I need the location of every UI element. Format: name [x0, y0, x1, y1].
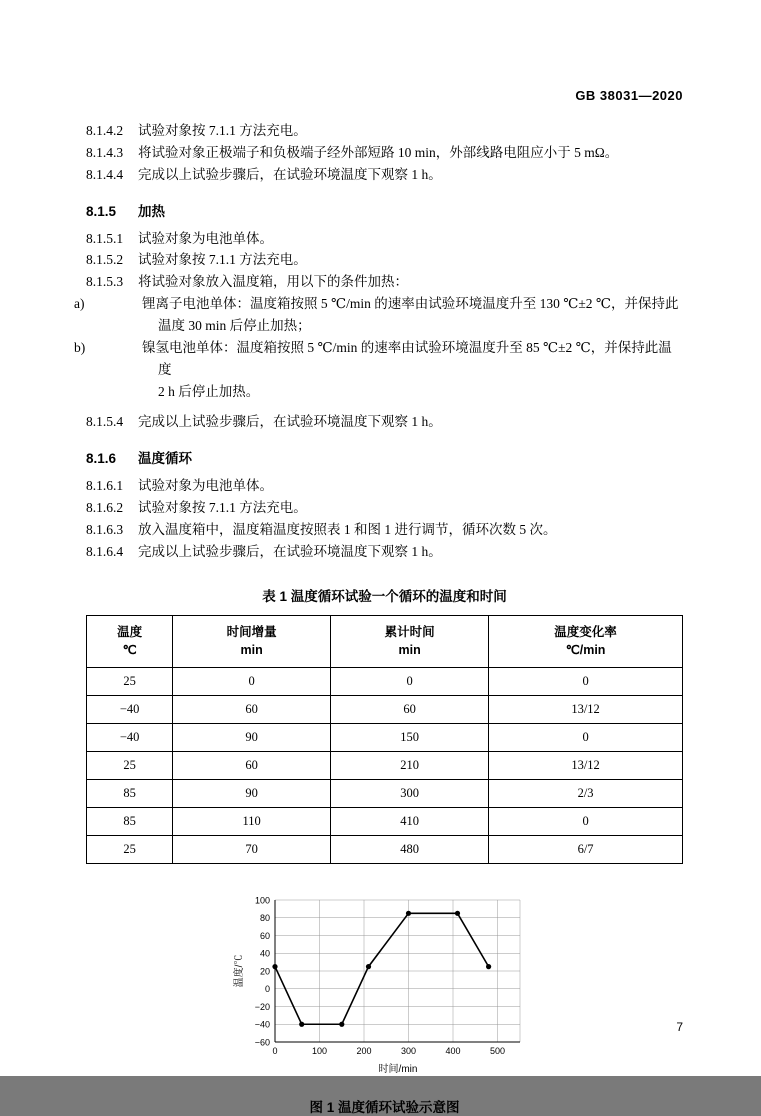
table-cell: 13/12 [489, 752, 683, 780]
table-row [87, 808, 683, 836]
svg-text:0: 0 [271, 1046, 278, 1056]
svg-text:40: 40 [259, 948, 270, 959]
table-cell: 60 [173, 752, 331, 780]
table-cell: 110 [173, 808, 331, 836]
page-header-standard-code: GB 38031—2020 [575, 88, 683, 103]
table-cell: −40 [87, 696, 173, 724]
paragraph [86, 249, 683, 271]
section-number: 8.1.6 [86, 451, 117, 467]
section-heading-temperature-cycle [86, 447, 683, 467]
table-cell: 90 [173, 724, 331, 752]
section-title: 加热 [138, 203, 165, 219]
table-header-cell [173, 615, 331, 667]
paragraph-text: 试验对象按 7.1.1 方法充电。 [138, 252, 307, 268]
svg-text:60: 60 [259, 931, 270, 941]
table-cell: 2/3 [489, 780, 683, 808]
paragraph-number: 8.1.5.1 [86, 230, 124, 246]
chart-y-axis-label: 温度/℃ [233, 954, 245, 988]
paragraph-text: 将试验对象放入温度箱，用以下的条件加热： [138, 274, 408, 290]
paragraph-number: 8.1.4.3 [86, 144, 124, 160]
paragraph-number: 8.1.6.4 [86, 543, 124, 559]
table-row [87, 780, 683, 808]
paragraph-text: 试验对象按 7.1.1 方法充电。 [138, 500, 307, 516]
svg-text:20: 20 [259, 966, 270, 977]
paragraph-number: 8.1.6.3 [86, 522, 124, 538]
paragraph [86, 271, 683, 293]
svg-text:100: 100 [254, 895, 270, 906]
svg-text:80: 80 [259, 913, 270, 924]
table-row [87, 696, 683, 724]
paragraph-text: 完成以上试验步骤后，在试验环境温度下观察 1 h。 [138, 414, 442, 430]
table-cell: 210 [331, 752, 489, 780]
paragraph-number: 8.1.5.4 [86, 414, 124, 430]
chart-series-line [275, 913, 489, 1024]
chart-x-axis-label: 时间/min [378, 1064, 417, 1075]
svg-text:300: 300 [400, 1046, 416, 1056]
table-cell: 60 [173, 696, 331, 724]
svg-text:100: 100 [311, 1046, 327, 1056]
header-line-1: 温度变化率 [554, 624, 617, 639]
paragraph [86, 541, 683, 563]
paragraph [86, 497, 683, 519]
chart-y-tick-labels [254, 896, 269, 1048]
list-item-text: 锂离子电池单体：温度箱按照 5 ℃/min 的速率由试验环境温度升至 130 ℃±2 ℃，并保持此 [142, 296, 679, 312]
table-cell: 0 [489, 808, 683, 836]
paragraph [86, 411, 683, 433]
paragraph-text: 完成以上试验步骤后，在试验环境温度下观察 1 h。 [138, 166, 442, 182]
paragraph-number: 8.1.5.3 [86, 274, 124, 290]
chart-x-tick-labels [272, 1046, 505, 1056]
paragraph-number: 8.1.5.2 [86, 252, 124, 268]
figure-chart [86, 890, 683, 1080]
svg-text:−60: −60 [254, 1037, 270, 1048]
header-line-2: min [398, 642, 421, 657]
table-cell: 85 [87, 780, 173, 808]
list-item-label: a) [74, 296, 85, 312]
header-line-1: 温度 [117, 624, 143, 639]
paragraph [86, 164, 683, 186]
header-line-1: 时间增量 [226, 624, 277, 639]
list-item [74, 293, 683, 315]
table-caption: 表 1 温度循环试验一个循环的温度和时间 [262, 588, 507, 604]
table-cell: 480 [331, 836, 489, 864]
list-item-continuation: 温度 30 min 后停止加热； [158, 318, 311, 334]
table-row [87, 836, 683, 864]
paragraph-text: 将试验对象正极端子和负极端子经外部短路 10 min，外部线路电阻应小于 5 mΩ。 [138, 144, 619, 160]
paragraph-number: 8.1.4.4 [86, 166, 124, 182]
svg-text:0: 0 [264, 984, 270, 995]
table-cell: 85 [87, 808, 173, 836]
table-cell: 13/12 [489, 696, 683, 724]
list-item-text: 镍氢电池单体：温度箱按照 5 ℃/min 的速率由试验环境温度升至 85 ℃±2 ℃，并保持此温度 [142, 339, 672, 377]
table-header-row [87, 615, 683, 667]
chart-series-markers [272, 911, 491, 1027]
header-line-2: ℃ [122, 642, 137, 657]
table-cell: 6/7 [489, 836, 683, 864]
paragraph-text: 放入温度箱中，温度箱温度按照表 1 和图 1 进行调节，循环次数 5 次。 [138, 522, 557, 538]
chart-grid [275, 900, 520, 1042]
page-number: 7 [676, 1020, 683, 1034]
table-cell: −40 [87, 724, 173, 752]
header-line-2: ℃/min [565, 642, 606, 657]
table-cell: 0 [331, 668, 489, 696]
paragraph-number: 8.1.6.2 [86, 500, 124, 516]
paragraph-text: 试验对象按 7.1.1 方法充电。 [138, 123, 307, 138]
list-item [74, 337, 683, 381]
list-item-continuation: 2 h 后停止加热。 [158, 383, 260, 399]
table-cell: 410 [331, 808, 489, 836]
paragraph-text: 试验对象为电池单体。 [138, 230, 273, 246]
page-content [74, 120, 683, 1116]
table-header-cell [489, 615, 683, 667]
paragraph-text: 完成以上试验步骤后，在试验环境温度下观察 1 h。 [138, 543, 442, 559]
table-cell: 0 [489, 724, 683, 752]
table-cell: 25 [87, 668, 173, 696]
table-row [87, 752, 683, 780]
table-header-cell [87, 615, 173, 667]
header-line-1: 累计时间 [384, 624, 435, 639]
table-header-cell [331, 615, 489, 667]
section-heading-heating [86, 200, 683, 220]
temperature-cycle-line-chart [220, 890, 550, 1080]
paragraph [86, 142, 683, 164]
table-cell: 150 [331, 724, 489, 752]
figure-caption: 图 1 温度循环试验示意图 [309, 1100, 460, 1115]
table-cell: 0 [489, 668, 683, 696]
table-cell: 25 [87, 836, 173, 864]
paragraph-number: 8.1.4.2 [86, 123, 124, 138]
table-cell: 0 [173, 668, 331, 696]
paragraph [86, 228, 683, 250]
lettered-list [74, 293, 683, 402]
table-row [87, 724, 683, 752]
svg-text:500: 500 [489, 1046, 505, 1056]
svg-text:−40: −40 [254, 1019, 270, 1030]
table-cell: 25 [87, 752, 173, 780]
paragraph-text: 试验对象为电池单体。 [138, 478, 273, 494]
table-cell: 300 [331, 780, 489, 808]
table-cell: 70 [173, 836, 331, 864]
table-row [87, 668, 683, 696]
section-title: 温度循环 [138, 451, 192, 467]
paragraph [86, 120, 683, 142]
paragraph [86, 475, 683, 497]
svg-text:400: 400 [444, 1046, 461, 1056]
paragraph [86, 519, 683, 541]
table-cell: 60 [331, 696, 489, 724]
header-line-2: min [240, 642, 263, 657]
list-item-label: b) [74, 339, 86, 355]
section-number: 8.1.5 [86, 203, 117, 219]
svg-text:200: 200 [355, 1046, 372, 1056]
table-cell: 90 [173, 780, 331, 808]
temperature-cycle-table [86, 615, 683, 864]
svg-text:−20: −20 [254, 1002, 270, 1012]
paragraph-number: 8.1.6.1 [86, 478, 124, 494]
